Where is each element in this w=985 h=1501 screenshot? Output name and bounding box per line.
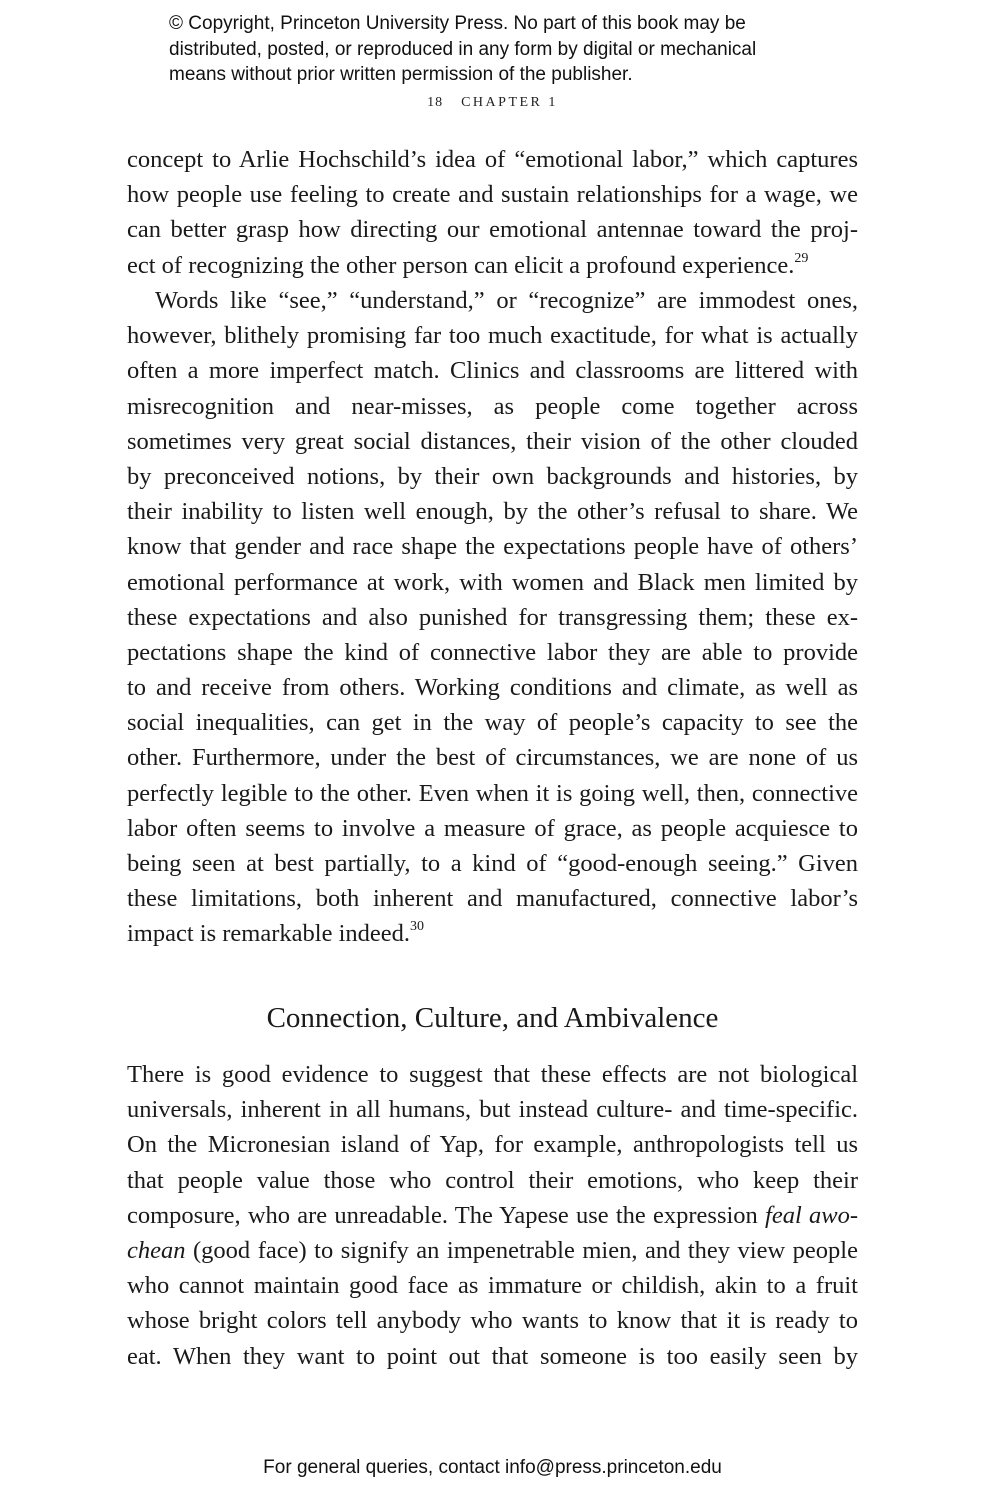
text-line: concept to Arlie Hochschild’s idea of “emotional labor,” which captures	[127, 146, 858, 173]
text-line-content: impact is remarkable indeed.	[127, 920, 410, 948]
running-head	[0, 95, 985, 111]
italic-term: chean	[127, 1236, 186, 1264]
footer-contact: For general queries, contact info@press.princeton.edu	[263, 1457, 722, 1478]
text-line: labor often seems to involve a measure of grace, as people acquiesce to	[127, 814, 858, 842]
text-line: know that gender and race shape the expectations people have of others’	[127, 533, 858, 561]
paragraph-1	[127, 142, 858, 283]
text-line: sometimes very great social distances, their vision of the other clouded	[127, 427, 858, 455]
text-line: On the Micronesian island of Yap, for example, anthropologists tell us	[127, 1131, 858, 1159]
italic-term: feal awo-	[765, 1201, 858, 1229]
text-line-content: ect of recognizing the other person can elicit a profound experience.	[127, 251, 795, 279]
text-line: being seen at best partially, to a kind of “good-enough seeing.” Given	[127, 850, 858, 877]
text-line	[127, 1198, 858, 1233]
paragraph-3	[127, 1057, 858, 1374]
text-line: can better grasp how directing our emotional antennae toward the proj-	[127, 216, 858, 244]
footnote-ref: 30	[410, 919, 424, 935]
footnote-ref: 29	[794, 250, 809, 266]
text-line: that people value those who control their emotions, who keep their	[127, 1166, 858, 1194]
text-line-content: composure, who are unreadable. The Yapese use the expression	[127, 1201, 758, 1229]
text-line: emotional performance at work, with women and Black men limited by	[127, 568, 858, 596]
text-line: universals, inherent in all humans, but instead culture- and time-specific.	[127, 1096, 858, 1124]
copyright-notice	[169, 11, 849, 88]
paragraph-2	[127, 283, 858, 952]
text-line: who cannot maintain good face as immature or childish, akin to a fruit	[127, 1272, 858, 1300]
text-line: misrecognition and near-misses, as people come together across	[127, 392, 858, 420]
text-line: eat. When they want to point out that someone is too easily seen by	[127, 1342, 858, 1370]
text-line: to and receive from others. Working conditions and climate, as well as	[127, 674, 858, 702]
text-line: whose bright colors tell anybody who wants to know that it is ready to	[127, 1307, 858, 1335]
text-line: Words like “see,” “understand,” or “recognize” are immodest ones,	[155, 287, 858, 314]
copyright-line: means without prior written permission of the publisher.	[169, 64, 633, 85]
text-line: their inability to listen well enough, by the other’s refusal to share. We	[127, 498, 858, 526]
section-heading: Connection, Culture, and Ambivalence	[266, 1002, 719, 1034]
text-line: perfectly legible to the other. Even when it is going well, then, connective	[127, 779, 858, 807]
text-line: these limitations, both inherent and manufactured, connective labor’s	[127, 885, 858, 913]
text-line: however, blithely promising far too much exactitude, for what is actually	[127, 322, 858, 350]
text-line	[127, 248, 858, 283]
text-line: these expectations and also punished for transgressing them; these ex-	[127, 603, 858, 631]
text-line: other. Furthermore, under the best of circumstances, we are none of us	[127, 744, 858, 772]
copyright-line: distributed, posted, or reproduced in any form by digital or mechanical	[169, 38, 757, 60]
text-line: how people use feeling to create and sustain relationships for a wage, we	[127, 181, 858, 209]
text-line: social inequalities, can get in the way of people’s capacity to see the	[127, 709, 858, 737]
text-line: by preconceived notions, by their own backgrounds and histories, by	[127, 462, 858, 490]
copyright-line: © Copyright, Princeton University Press. No part of this book may be	[169, 13, 746, 34]
text-line: There is good evidence to suggest that these effects are not biological	[127, 1061, 858, 1088]
text-line: often a more imperfect match. Clinics and classrooms are littered with	[127, 357, 858, 385]
text-line	[127, 1233, 858, 1268]
page-number: 18	[427, 95, 444, 110]
text-line	[127, 916, 858, 951]
text-line: pectations shape the kind of connective labor they are able to provide	[127, 638, 858, 666]
chapter-title: CHAPTER 1	[461, 95, 558, 110]
text-line-content: (good face) to signify an impenetrable mien, and they view people	[193, 1236, 858, 1264]
